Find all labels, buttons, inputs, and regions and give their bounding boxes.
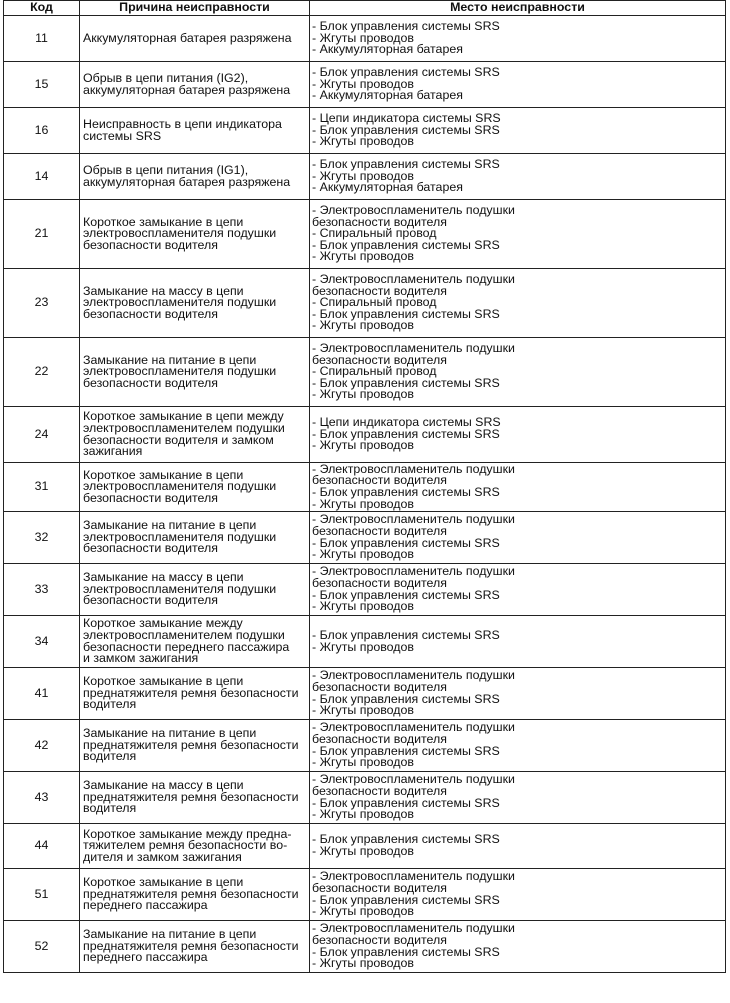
fault-location-item: - Жгуты проводов: [312, 844, 415, 858]
fault-cause-cell: [80, 269, 310, 338]
fault-cause-line: преднатяжителя ремня безопасности: [83, 886, 299, 901]
fault-cause-cell: [80, 564, 310, 616]
fault-location-item: - Жгуты проводов: [312, 956, 415, 971]
fault-cause-line: Короткое замыкание в цепи: [83, 674, 244, 689]
fault-location-item: - Аккумуляторная батарея: [312, 42, 463, 57]
fault-cause-line: дителя и замком зажигания: [83, 849, 242, 864]
fault-cause-line: Короткое замыкание между: [83, 616, 243, 631]
fault-cause-cell: [80, 62, 310, 108]
fault-location-cell: [310, 269, 726, 338]
fault-cause-line: Замыкание на питание в цепи: [83, 518, 257, 533]
fault-location-item: - Электровоспламенитель подушки: [312, 772, 515, 787]
fault-code-cell: 21: [4, 200, 80, 269]
fault-location-cell: [310, 616, 726, 668]
fault-cause-cell: [80, 616, 310, 668]
fault-code-cell: 41: [4, 668, 80, 720]
fault-cause-cell: [80, 772, 310, 824]
srs-fault-code-table: [3, 0, 726, 973]
table-row: [4, 869, 726, 921]
fault-cause-line: безопасности водителя: [83, 375, 218, 390]
fault-location-item: безопасности водителя: [312, 783, 447, 798]
fault-location-cell: [310, 720, 726, 772]
fault-cause-line: Замыкание на питание в цепи: [83, 352, 257, 367]
fault-location-item: безопасности водителя: [312, 880, 447, 895]
fault-location-cell: [310, 200, 726, 269]
fault-cause-line: Короткое замыкание в цепи: [83, 467, 244, 482]
fault-location-cell: [310, 407, 726, 463]
fault-cause-line: водителя: [83, 801, 137, 816]
fault-code-cell: 34: [4, 616, 80, 668]
fault-cause-cell: [80, 154, 310, 200]
fault-location-item: - Аккумуляторная батарея: [312, 180, 463, 195]
fault-location-item: - Жгуты проводов: [312, 703, 415, 718]
fault-cause-cell: [80, 869, 310, 921]
table-row: [4, 108, 726, 154]
fault-location-item: - Жгуты проводов: [312, 496, 415, 511]
table-row: [4, 720, 726, 772]
fault-location-cell: [310, 62, 726, 108]
fault-cause-cell: [80, 668, 310, 720]
fault-cause-line: Короткое замыкание в цепи между: [83, 409, 284, 424]
fault-location-item: - Блок управления системы SRS: [312, 535, 500, 550]
fault-cause-cell: [80, 921, 310, 973]
fault-cause-cell: [80, 407, 310, 463]
fault-cause-cell: [80, 200, 310, 269]
fault-cause-line: Обрыв в цепи питания (IG2),: [83, 70, 249, 85]
fault-code-cell: 14: [4, 154, 80, 200]
fault-code-cell: 16: [4, 108, 80, 154]
fault-cause-line: безопасности водителя: [83, 541, 218, 556]
fault-location-item: - Жгуты проводов: [312, 387, 415, 402]
fault-cause-line: водителя: [83, 697, 137, 712]
header-cause: Причина неисправности: [80, 1, 310, 16]
fault-location-item: - Жгуты проводов: [312, 807, 415, 822]
fault-cause-line: безопасности переднего пассажира: [83, 639, 290, 654]
fault-location-item: - Блок управления системы SRS: [312, 375, 500, 390]
fault-location-item: - Электровоспламенитель подушки: [312, 341, 515, 356]
fault-cause-line: безопасности водителя: [83, 593, 218, 608]
fault-location-cell: [310, 824, 726, 869]
fault-location-item: - Жгуты проводов: [312, 168, 415, 183]
fault-code-cell: 51: [4, 869, 80, 921]
fault-location-item: - Жгуты проводов: [312, 134, 415, 149]
fault-location-item: - Блок управления системы SRS: [312, 306, 500, 321]
fault-location-item: - Блок управления системы SRS: [312, 743, 500, 758]
fault-location-item: - Блок управления системы SRS: [312, 795, 500, 810]
fault-location-item: - Жгуты проводов: [312, 599, 415, 614]
table-row: [4, 62, 726, 108]
fault-cause-line: электровоспламенителя подушки: [83, 364, 277, 379]
fault-cause-cell: [80, 512, 310, 564]
fault-location-item: - Цепи индикатора системы SRS: [312, 111, 501, 126]
fault-cause-line: аккумуляторная батарея разряжена: [83, 174, 291, 189]
fault-cause-line: электровоспламенителя подушки: [83, 295, 277, 310]
fault-cause-line: безопасности водителя: [83, 306, 218, 321]
table-row: [4, 824, 726, 869]
fault-location-cell: [310, 463, 726, 512]
fault-location-cell: [310, 16, 726, 62]
fault-location-item: - Блок управления системы SRS: [312, 587, 500, 602]
fault-location-item: - Жгуты проводов: [312, 755, 415, 770]
document-page: [3, 0, 725, 973]
fault-cause-line: преднатяжителя ремня безопасности: [83, 789, 299, 804]
fault-location-item: - Жгуты проводов: [312, 639, 415, 654]
fault-code-cell: 31: [4, 463, 80, 512]
fault-location-item: безопасности водителя: [312, 679, 447, 694]
fault-location-cell: [310, 772, 726, 824]
table-row: [4, 564, 726, 616]
fault-location-cell: [310, 512, 726, 564]
fault-cause-line: электровоспламенителя подушки: [83, 581, 277, 596]
fault-location-item: безопасности водителя: [312, 283, 447, 298]
table-row: [4, 200, 726, 269]
fault-cause-line: системы SRS: [83, 128, 162, 143]
fault-location-cell: [310, 869, 726, 921]
fault-location-item: - Электровоспламенитель подушки: [312, 512, 515, 527]
fault-cause-cell: [80, 463, 310, 512]
fault-code-cell: 42: [4, 720, 80, 772]
fault-location-item: - Блок управления системы SRS: [312, 832, 500, 847]
table-row: [4, 463, 726, 512]
fault-location-cell: [310, 921, 726, 973]
fault-cause-line: Короткое замыкание между предна-: [83, 826, 292, 841]
fault-cause-line: Аккумуляторная батарея разряжена: [83, 30, 292, 45]
fault-location-item: - Электровоспламенитель подушки: [312, 461, 515, 476]
fault-location-item: - Электровоспламенитель подушки: [312, 203, 515, 218]
fault-cause-line: зажигания: [83, 444, 143, 459]
fault-location-item: - Блок управления системы SRS: [312, 892, 500, 907]
fault-code-cell: 15: [4, 62, 80, 108]
fault-location-item: - Блок управления системы SRS: [312, 19, 500, 34]
fault-code-cell: 33: [4, 564, 80, 616]
fault-cause-line: Замыкание на массу в цепи: [83, 570, 244, 585]
fault-location-cell: [310, 108, 726, 154]
table-row: [4, 154, 726, 200]
fault-location-item: безопасности водителя: [312, 473, 447, 488]
fault-cause-cell: [80, 16, 310, 62]
fault-location-item: - Жгуты проводов: [312, 547, 415, 562]
fault-code-cell: 24: [4, 407, 80, 463]
fault-cause-line: водителя: [83, 749, 137, 764]
fault-location-item: - Аккумуляторная батарея: [312, 88, 463, 103]
fault-location-item: - Спиральный провод: [312, 226, 437, 241]
fault-location-item: - Блок управления системы SRS: [312, 426, 500, 441]
fault-location-item: - Электровоспламенитель подушки: [312, 921, 515, 936]
fault-location-item: - Жгуты проводов: [312, 249, 415, 264]
fault-location-item: - Электровоспламенитель подушки: [312, 869, 515, 884]
fault-cause-cell: [80, 338, 310, 407]
fault-cause-line: безопасности водителя и замком: [83, 432, 274, 447]
fault-location-item: - Жгуты проводов: [312, 30, 415, 45]
header-location: Место неисправности: [310, 1, 726, 16]
fault-location-item: - Жгуты проводов: [312, 438, 415, 453]
fault-location-item: безопасности водителя: [312, 731, 447, 746]
fault-cause-line: Короткое замыкание в цепи: [83, 875, 244, 890]
fault-code-cell: 32: [4, 512, 80, 564]
fault-location-item: - Блок управления системы SRS: [312, 157, 500, 172]
fault-cause-cell: [80, 720, 310, 772]
fault-cause-cell: [80, 824, 310, 869]
fault-code-cell: 11: [4, 16, 80, 62]
fault-location-item: - Блок управления системы SRS: [312, 944, 500, 959]
table-row: [4, 668, 726, 720]
fault-cause-line: тяжителем ремня безопасности во-: [83, 838, 288, 853]
fault-cause-line: электровоспламенителем подушки: [83, 627, 285, 642]
table-row: [4, 921, 726, 973]
fault-cause-line: преднатяжителя ремня безопасности: [83, 737, 299, 752]
table-body: [4, 16, 726, 973]
fault-location-item: - Блок управления системы SRS: [312, 485, 500, 499]
fault-cause-line: Замыкание на питание в цепи: [83, 726, 257, 741]
table-row: [4, 16, 726, 62]
fault-cause-line: Замыкание на питание в цепи: [83, 927, 257, 942]
fault-cause-line: Неисправность в цепи индикатора: [83, 116, 282, 131]
fault-location-cell: [310, 564, 726, 616]
table-row: [4, 338, 726, 407]
fault-cause-line: электровоспламенителя подушки: [83, 529, 277, 544]
fault-location-item: - Жгуты проводов: [312, 318, 415, 333]
fault-cause-line: Замыкание на массу в цепи: [83, 283, 244, 298]
header-code: Код: [4, 1, 80, 16]
fault-cause-cell: [80, 108, 310, 154]
fault-cause-line: преднатяжителя ремня безопасности: [83, 938, 299, 953]
fault-cause-line: электровоспламенителя подушки: [83, 226, 277, 241]
fault-location-cell: [310, 338, 726, 407]
fault-location-item: - Жгуты проводов: [312, 904, 415, 919]
fault-code-cell: 22: [4, 338, 80, 407]
fault-location-item: - Блок управления системы SRS: [312, 237, 500, 252]
fault-cause-line: Обрыв в цепи питания (IG1),: [83, 162, 249, 177]
fault-location-item: - Спиральный провод: [312, 295, 437, 310]
fault-cause-line: электровоспламенителя подушки: [83, 479, 277, 494]
fault-code-cell: 23: [4, 269, 80, 338]
fault-cause-line: электровоспламенителем подушки: [83, 420, 285, 435]
fault-cause-line: безопасности водителя: [83, 237, 218, 252]
fault-code-cell: 43: [4, 772, 80, 824]
fault-location-item: безопасности водителя: [312, 523, 447, 538]
table-row: [4, 407, 726, 463]
fault-location-item: - Электровоспламенитель подушки: [312, 272, 515, 287]
fault-location-item: - Электровоспламенитель подушки: [312, 720, 515, 735]
fault-location-item: - Электровоспламенитель подушки: [312, 668, 515, 683]
fault-location-item: - Блок управления системы SRS: [312, 65, 500, 80]
fault-cause-line: преднатяжителя ремня безопасности: [83, 685, 299, 700]
table-header-row: [4, 1, 726, 16]
fault-cause-line: Короткое замыкание в цепи: [83, 214, 244, 229]
fault-location-item: - Спиральный провод: [312, 364, 437, 379]
fault-location-item: безопасности водителя: [312, 575, 447, 590]
fault-location-item: - Электровоспламенитель подушки: [312, 564, 515, 579]
fault-location-item: безопасности водителя: [312, 352, 447, 367]
fault-location-item: безопасности водителя: [312, 214, 447, 229]
fault-cause-line: и замком зажигания: [83, 651, 199, 666]
fault-cause-line: Замыкание на массу в цепи: [83, 778, 244, 793]
fault-code-cell: 52: [4, 921, 80, 973]
fault-cause-line: аккумуляторная батарея разряжена: [83, 82, 291, 97]
table-row: [4, 772, 726, 824]
table-row: [4, 616, 726, 668]
fault-location-item: - Жгуты проводов: [312, 76, 415, 91]
fault-cause-line: безопасности водителя: [83, 490, 218, 505]
fault-location-cell: [310, 668, 726, 720]
fault-location-item: - Блок управления системы SRS: [312, 691, 500, 706]
table-row: [4, 269, 726, 338]
fault-location-cell: [310, 154, 726, 200]
table-row: [4, 512, 726, 564]
fault-code-cell: 44: [4, 824, 80, 869]
fault-location-item: - Цепи индикатора системы SRS: [312, 415, 501, 430]
fault-location-item: безопасности водителя: [312, 932, 447, 947]
fault-cause-line: переднего пассажира: [83, 950, 208, 965]
fault-location-item: - Блок управления системы SRS: [312, 627, 500, 642]
fault-cause-line: переднего пассажира: [83, 898, 208, 913]
fault-location-item: - Блок управления системы SRS: [312, 122, 500, 137]
